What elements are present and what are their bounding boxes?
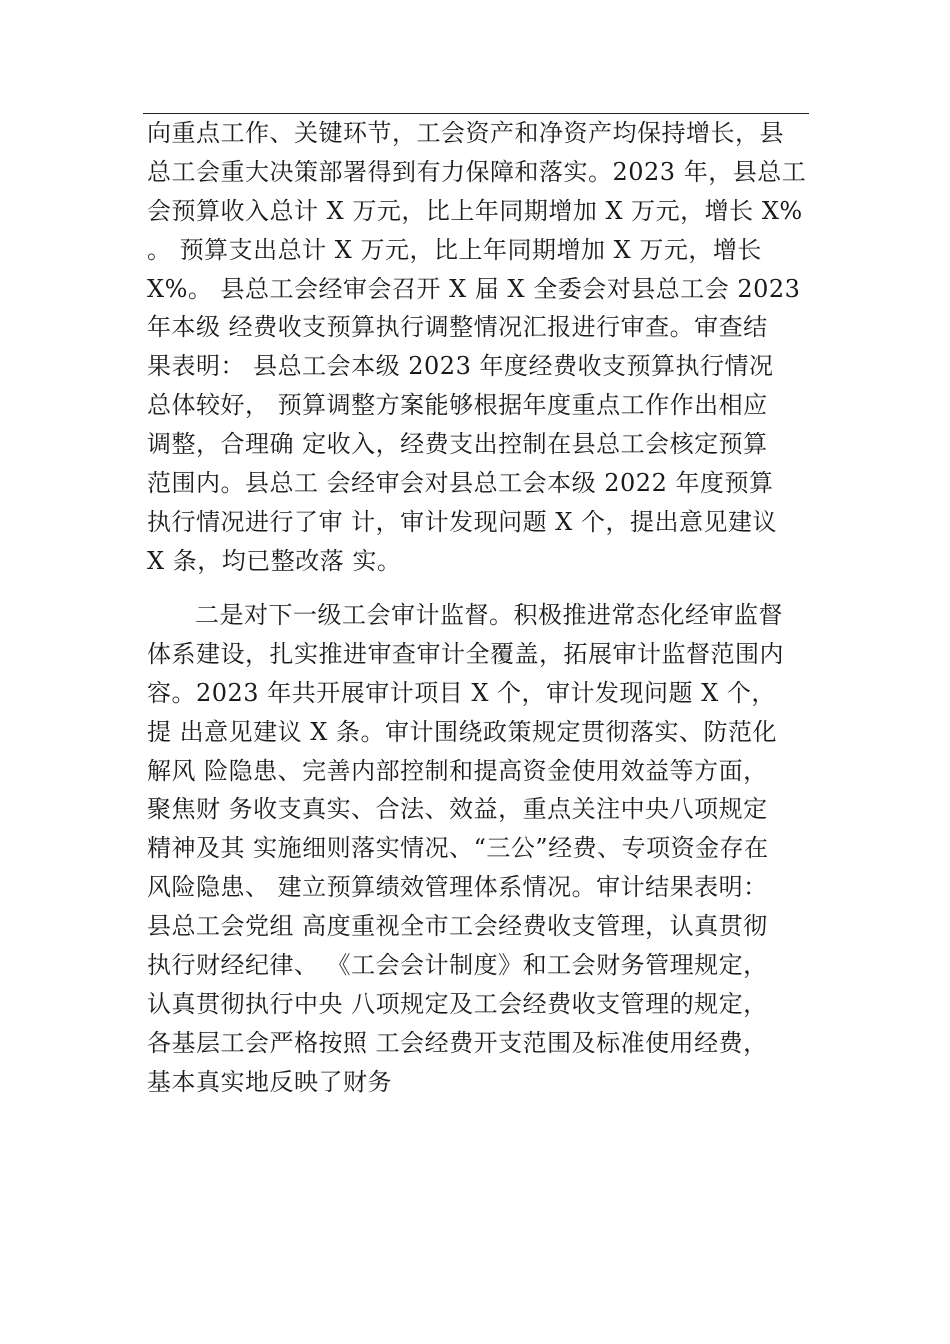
text-line: 各基层工会严格按照 工会经费开支范围及标准使用经费， (147, 1028, 768, 1057)
text-line: 向重点工作、关键环节，工会资产和净资产均保持增长，县 (147, 119, 784, 147)
text-line: 果表明： 县总工会本级 2023 年度经费收支预算执行情况 (147, 352, 774, 381)
text-line: 容。2023 年共开展审计项目 X 个，审计发现问题 X 个， (147, 678, 776, 707)
text-line: 风险隐患、 建立预算绩效管理体系情况。审计结果表明： (147, 873, 768, 902)
text-line: 解风 险隐患、完善内部控制和提高资金使用效益等方面， (147, 756, 768, 785)
text-line: 年本级 经费收支预算执行调整情况汇报进行审查。审查结 (147, 313, 768, 342)
text-line: 认真贯彻执行中央 八项规定及工会经费收支管理的规定， (147, 989, 768, 1018)
text-line: 体系建设，扎实推进审查审计全覆盖，拓展审计监督范围内 (147, 639, 784, 668)
text-line: 精神及其 实施细则落实情况、“三公”经费、专项资金存在 (147, 834, 769, 863)
text-line: X%。 县总工会经审会召开 X 届 X 全委会对县总工会 2023 (147, 274, 801, 303)
text-line: X 条，均已整改落 实。 (147, 546, 402, 575)
text-line: 。 预算支出总计 X 万元，比上年同期增加 X 万元，增长 (147, 235, 762, 264)
text-line: 会预算收入总计 X 万元，比上年同期增加 X 万元，增长 X% (147, 196, 803, 225)
text-line: 县总工会党组 高度重视全市工会经费收支管理，认真贯彻 (147, 912, 768, 941)
text-line: 范围内。县总工 会经审会对县总工会本级 2022 年度预算 (147, 469, 774, 498)
text-line-first: 二是对下一级工会审计监督。积极推进常态化经审监督 (195, 601, 783, 629)
paragraph-lower-level-audit (147, 596, 812, 1102)
paragraph-budget-review (147, 114, 812, 581)
text-line: 总体较好， 预算调整方案能够根据年度重点工作作出相应 (147, 391, 768, 420)
text-line: 总工会重大决策部署得到有力保障和落实。2023 年，县总工 (147, 157, 807, 186)
text-line: 调整，合理确 定收入，经费支出控制在县总工会核定预算 (147, 430, 768, 459)
text-line: 执行财经纪律、 《工会会计制度》和工会财务管理规定， (147, 951, 768, 980)
text-line: 基本真实地反映了财务 (147, 1067, 392, 1096)
text-line: 提 出意见建议 X 条。审计围绕政策规定贯彻落实、防范化 (147, 717, 777, 746)
text-line: 聚焦财 务收支真实、合法、效益，重点关注中央八项规定 (147, 795, 768, 824)
text-line: 执行情况进行了审 计，审计发现问题 X 个，提出意见建议 (147, 507, 777, 536)
